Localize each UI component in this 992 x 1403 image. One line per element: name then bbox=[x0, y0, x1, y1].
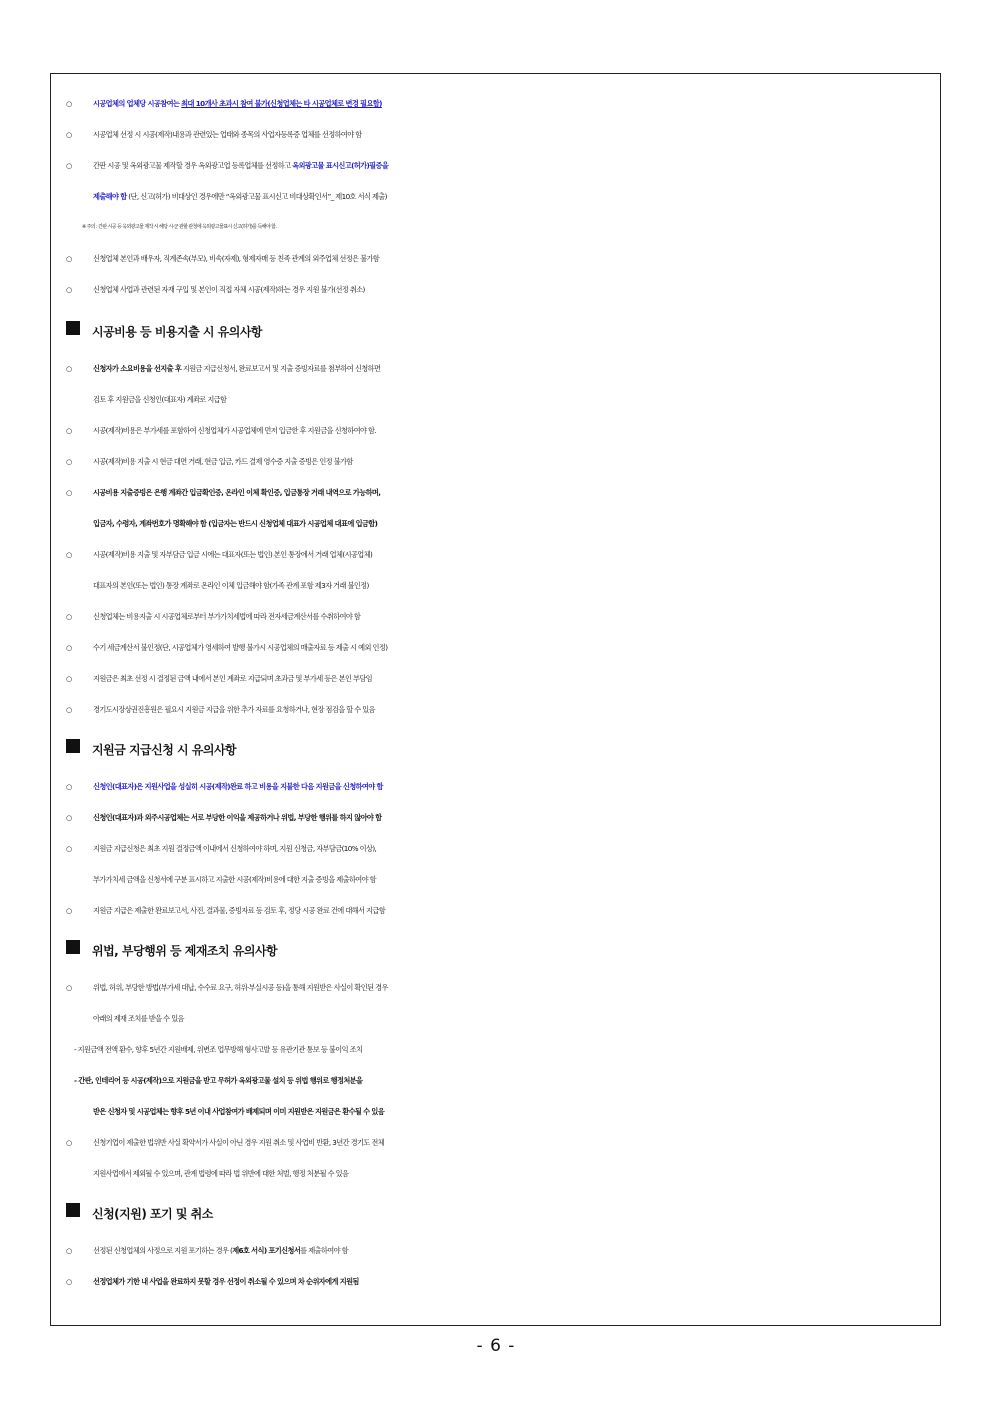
sanctions-dash-2: - 간판, 인테리어 등 시공(제작)으로 지원금을 받고 무허가 옥외광고물 설치 등 위법 행위로 행정처분을 bbox=[74, 1076, 363, 1085]
section-heading-cancel: 신청(지원) 포기 및 취소 bbox=[66, 1193, 938, 1235]
payment-item-3: ○ 지원금 지급신청은 최초 지원 결정금액 이내에서 신청하여야 하며, 지원 신청금, 자부담금(10% 이상), bbox=[66, 844, 377, 853]
sanctions-item-2: ○ 신청기업이 제출한 법위반 사실 확약서가 사실이 아닌 경우 지원 취소 및 사업비 반환, 3년간 경기도 전체 bbox=[66, 1138, 385, 1147]
cancel-item-2: ○ 선정업체가 기한 내 사업을 완료하지 못할 경우 선정이 취소될 수 있으며 차 순위자에게 지원됨 bbox=[66, 1277, 359, 1286]
intro-note: ※ 주의 : 간판 시공 등 옥외광고물 제작 시 해당 시·군 관할 관청에 옥외광고물표시 신고(허가)를 득해야 함. bbox=[82, 224, 277, 230]
costs-item-9: ○ 경기도시장상권진흥원은 필요시 지원금 지급을 위한 추가 자료를 요청하거나, 현장 점검을 할 수 있음 bbox=[66, 705, 375, 714]
costs-item-5: ○ 시공(제작)비용 지출 및 자부담금 입금 시에는 대표자(또는 법인) 본인 통장에서 거래 업체(시공업체) bbox=[66, 550, 373, 559]
intro-line-1: ○ 시공업체의 업체당 시공참여는 최대 10개사 초과시 참여 불가(신청업체는 타 시공업체로 변경 필요함) bbox=[66, 88, 938, 119]
section-heading-costs: 시공비용 등 비용지출 시 유의사항 bbox=[66, 311, 938, 353]
costs-item-4b: 입금자, 수령자, 계좌번호가 명확해야 함 (입금자는 반드시 신청업체 대표가 시공업체 대표에 입금함) bbox=[93, 519, 378, 528]
section-heading-payment: 지원금 지급신청 시 유의사항 bbox=[66, 729, 938, 771]
costs-item-2: ○ 시공(제작)비용은 부가세를 포함하여 신청업체가 시공업체에 먼저 입금한 후 지원금을 신청하여야 함. bbox=[66, 426, 377, 435]
bullet: ○ bbox=[66, 99, 72, 108]
page-number: - 6 - bbox=[476, 1336, 516, 1356]
intro-line-2: ○ 시공업체 선정 시 시공(제작)내용과 관련있는 업태와 종목의 사업자등록증 업체를 선정하여야 함 bbox=[66, 130, 362, 139]
costs-item-1b: 검토 후 지원금을 신청인(대표자) 계좌로 지급함 bbox=[93, 395, 227, 404]
square-bullet-icon bbox=[66, 739, 80, 753]
sanctions-dash-2b: 받은 신청자 및 시공업체는 향후 5년 이내 사업참여가 배제되며 이미 지원받은 지원금은 환수될 수 있음 bbox=[93, 1107, 385, 1116]
square-bullet-icon bbox=[66, 321, 80, 335]
square-bullet-icon bbox=[66, 940, 80, 954]
payment-item-2: ○ 신청인(대표자)과 외주시공업체는 서로 부당한 이익을 제공하거나 위법, 부당한 행위를 하지 않아야 함 bbox=[66, 813, 382, 822]
costs-item-1: ○ 신청자가 소요비용을 선지출 후 지원금 지급신청서, 완료보고서 및 지출 증빙자료를 첨부하여 신청하면 bbox=[66, 364, 381, 373]
sanctions-dash-1: - 지원금액 전액 환수, 향후 5년간 지원배제, 위변조 업무방해 형사고발 등 유관기관 통보 등 불이익 조치 bbox=[74, 1045, 363, 1054]
square-bullet-icon bbox=[66, 1203, 80, 1217]
costs-item-3: ○ 시공(제작)비용 지출 시 현금 대면 거래, 현금 입금, 카드 결제 영수증 지출 증빙은 인정 불가함 bbox=[66, 457, 353, 466]
cancel-item-1: ○ 선정된 신청업체의 사정으로 지원 포기하는 경우 (제6호 서식) 포기신청서를 제출하여야 함 bbox=[66, 1246, 348, 1255]
costs-item-4: ○ 시공비용 지출증빙은 은행 계좌간 입금확인증, 온라인 이체 확인증, 입금통장 거래 내역으로 가능하며, bbox=[66, 488, 381, 497]
sanctions-item-1b: 아래의 제재 조치를 받을 수 있음 bbox=[93, 1014, 184, 1023]
costs-item-8: ○ 지원금은 최초 선정 시 결정된 금액 내에서 본인 계좌로 지급되며 초과금 및 부가세 등은 본인 부담임 bbox=[66, 674, 372, 683]
payment-item-1: ○ 신청인(대표자)은 지원사업을 성실히 시공(제작)완료 하고 비용을 지불한 다음 지원금을 신청하여야 함 bbox=[66, 782, 383, 791]
intro-line-6: ○ 신청업체 사업과 관련된 자재 구입 및 본인이 직접 자체 시공(제작)하는 경우 지원 불가(선정 취소) bbox=[66, 285, 365, 294]
costs-item-6: ○ 신청업체는 비용지출 시 시공업체로부터 부가가치세법에 따라 전자세금계산서를 수취하여야 함 bbox=[66, 612, 361, 621]
costs-item-5b: 대표자의 본인(또는 법인) 통장 계좌로 온라인 이체 입금해야 함(가족 관계 포함 제3자 거래 불인정) bbox=[93, 581, 369, 590]
intro-line-5: ○ 신청업체 본인과 배우자, 직계존속(부모), 비속(자제), 형제자매 등 친족 관계의 외주업체 선정은 불가함 bbox=[66, 254, 380, 263]
sanctions-item-1: ○ 위법, 허위, 부당한 방법(부가세 대납, 수수료 요구, 허위·부실시공 등)을 통해 지원받은 사실이 확인된 경우 bbox=[66, 983, 388, 992]
section-heading-sanctions: 위법, 부당행위 등 제재조치 유의사항 bbox=[66, 930, 938, 972]
payment-item-3b: 부가가치세 금액을 신청서에 구분 표시하고 지출한 시공(제작)비용에 대한 지출 증빙을 제출하여야 함 bbox=[93, 875, 377, 884]
sanctions-item-2b: 지원사업에서 제외될 수 있으며, 관계 법령에 따라 법 위반에 대한 처벌, 행정 처분될 수 있음 bbox=[93, 1169, 349, 1178]
document-body bbox=[66, 88, 938, 1297]
intro-line-3: ○ 간판 시공 및 옥외광고물 제작할 경우 옥외광고업 등록업체를 선정하고 옥외광고물 표시신고(허가)필증을 bbox=[66, 161, 389, 170]
intro-line-4: 제출해야 함 (단, 신고(허가) 비대상인 경우에만 “옥외광고물 표시신고 비대상확인서”_ 제10호 서식 제출) bbox=[93, 192, 387, 201]
payment-item-4: ○ 지원금 지급은 제출한 완료보고서, 사진, 결과물, 증빙자료 등 검토 후, 정당 시공 완료 건에 대해서 지급함 bbox=[66, 906, 386, 915]
costs-item-7: ○ 수기 세금계산서 불인정(단, 시공업체가 영세하여 발행 불가시 시공업체의 매출자료 등 제출 시 예외 인정) bbox=[66, 643, 388, 652]
